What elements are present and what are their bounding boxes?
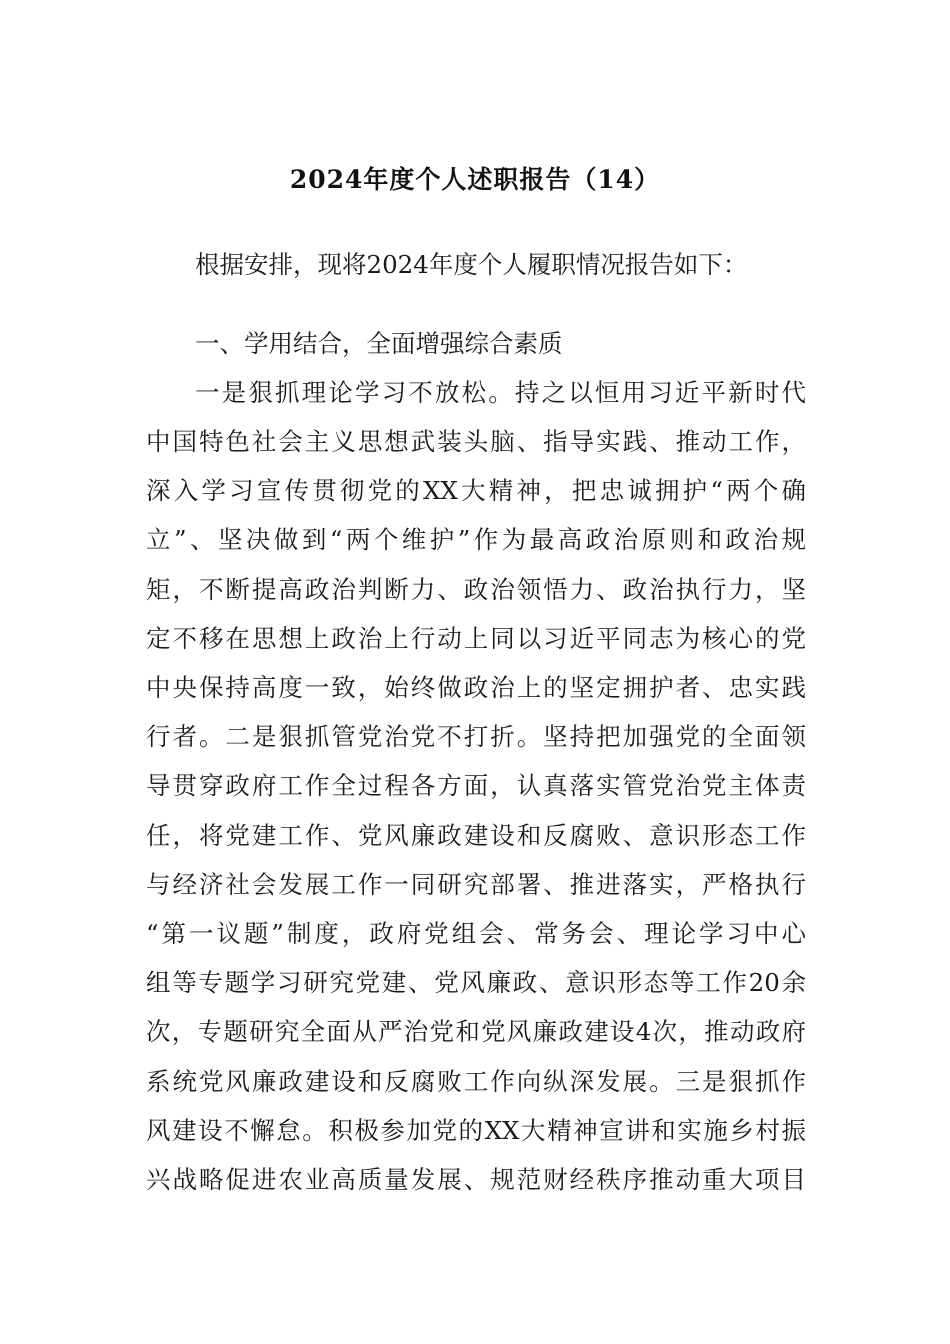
paragraph-line: 深入学习宣传贯彻党的XX大精神，把忠诚拥护“两个确 — [146, 476, 806, 505]
paragraph-line: 导贯穿政府工作全过程各方面，认真落实管党治党主体责 — [146, 771, 806, 800]
paragraph-line: 立”、坚决做到“两个维护”作为最高政治原则和政治规 — [146, 525, 806, 554]
paragraph-line: 兴战略促进农业高质量发展、规范财经秩序推动重大项目 — [146, 1165, 806, 1194]
paragraph-line: 矩，不断提高政治判断力、政治领悟力、政治执行力，坚 — [146, 575, 806, 604]
paragraph-line: 次，专题研究全面从严治党和党风廉政建设4次，推动政府 — [146, 1017, 806, 1046]
paragraph-line: 任，将党建工作、党风廉政建设和反腐败、意识形态工作 — [146, 821, 806, 850]
section-heading: 一、学用结合，全面增强综合素质 — [195, 329, 563, 358]
document-title: 2024年度个人述职报告（14） — [289, 165, 661, 194]
paragraph-line: 行者。二是狠抓管党治党不打折。坚持把加强党的全面领 — [146, 722, 806, 751]
paragraph-line: 中国特色社会主义思想武装头脑、指导实践、推动工作， — [146, 427, 806, 456]
paragraph-line: 风建设不懈怠。积极参加党的XX大精神宣讲和实施乡村振 — [146, 1116, 806, 1145]
paragraph-line: 一是狠抓理论学习不放松。持之以恒用习近平新时代 — [195, 378, 806, 407]
paragraph-line: 定不移在思想上政治上行动上同以习近平同志为核心的党 — [146, 624, 806, 653]
paragraph-line: 组等专题学习研究党建、党风廉政、意识形态等工作20余 — [146, 968, 806, 997]
paragraph-line: 系统党风廉政建设和反腐败工作向纵深发展。三是狠抓作 — [146, 1067, 806, 1096]
paragraph-line: 与经济社会发展工作一同研究部署、推进落实，严格执行 — [146, 870, 806, 899]
paragraph-line: 根据安排，现将2024年度个人履职情况报告如下： — [195, 250, 748, 279]
paragraph-line: “第一议题”制度，政府党组会、常务会、理论学习中心 — [146, 919, 806, 948]
paragraph-line: 中央保持高度一致，始终做政治上的坚定拥护者、忠实践 — [146, 673, 806, 702]
